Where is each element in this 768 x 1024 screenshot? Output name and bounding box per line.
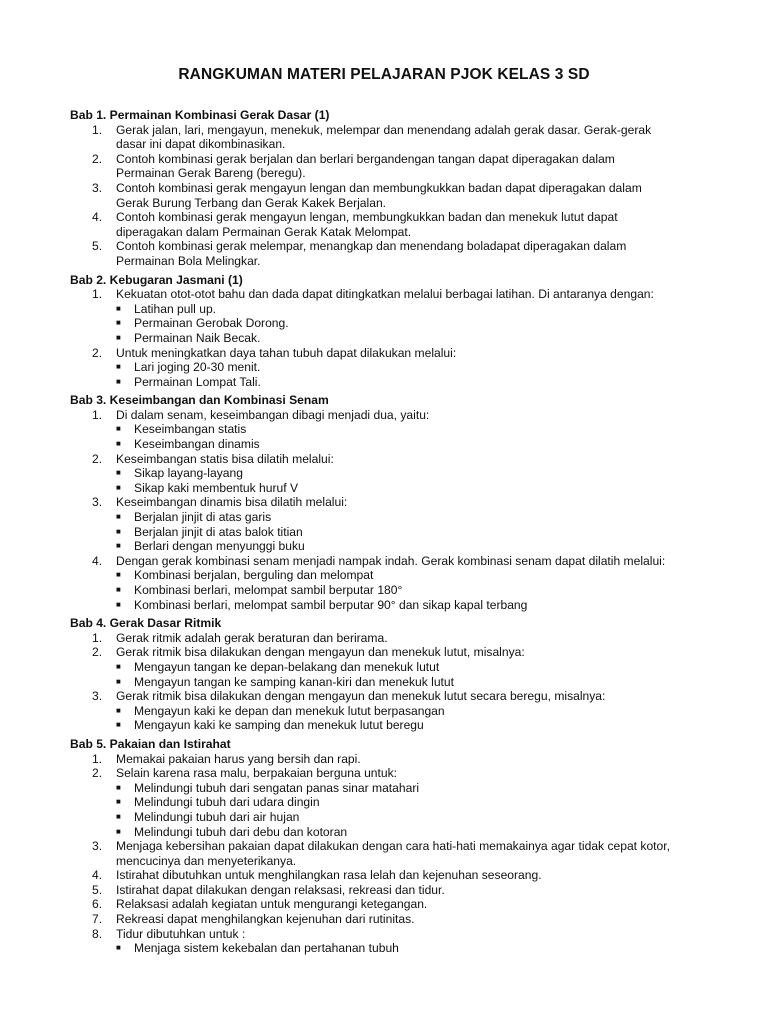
bullet-text: Permainan Naik Becak. (134, 330, 261, 345)
item-text-line: diperagakan dalam Permainan Gerak Katak Melompat. (116, 224, 412, 239)
item-number: 4. (92, 868, 103, 883)
bullet-text: Keseimbangan dinamis (134, 437, 260, 452)
numbered-item (70, 868, 710, 883)
square-bullet-icon: ■ (116, 512, 121, 522)
numbered-item (70, 752, 710, 767)
bullet-text: Mengayun kaki ke samping dan menekuk lutut beregu (134, 718, 424, 733)
item-number: 8. (92, 926, 103, 941)
chapter-heading: Bab 5. Pakaian dan Istirahat (70, 736, 231, 751)
square-bullet-icon: ■ (116, 376, 121, 386)
numbered-item (70, 287, 710, 302)
item-text-line: Dengan gerak kombinasi senam menjadi nampak indah. Gerak kombinasi senam dapat dilatih melalui: (116, 553, 666, 568)
item-number: 4. (92, 553, 103, 568)
numbered-item (70, 554, 710, 569)
bullet-item (70, 660, 710, 675)
chapter-section (70, 393, 710, 612)
square-bullet-icon: ■ (116, 439, 121, 449)
chapter-section (70, 273, 710, 390)
item-number: 1. (92, 122, 103, 137)
bullet-text: Kombinasi berlari, melompat sambil berputar 180° (134, 583, 403, 597)
bullet-text: Mengayun tangan ke depan-belakang dan menekuk lutut (134, 659, 440, 674)
bullet-item (70, 481, 710, 496)
square-bullet-icon: ■ (116, 661, 121, 671)
item-number: 5. (92, 882, 103, 897)
bullet-item (70, 598, 710, 613)
item-text-line: Gerak ritmik adalah gerak beraturan dan berirama. (116, 630, 388, 645)
numbered-item (70, 495, 710, 510)
square-bullet-icon: ■ (116, 720, 121, 730)
item-text-line: mencucinya dan menyeterikanya. (116, 853, 297, 868)
square-bullet-icon: ■ (116, 570, 121, 580)
item-text-line: Istirahat dapat dilakukan dengan relaksasi, rekreasi dan tidur. (116, 882, 445, 897)
chapter-section (70, 737, 710, 956)
chapter-heading: Bab 3. Keseimbangan dan Kombinasi Senam (70, 393, 329, 408)
item-text-line: Rekreasi dapat menghilangkan kejenuhan dari rutinitas. (116, 912, 415, 927)
bullet-text: Permainan Gerobak Dorong. (134, 316, 289, 331)
item-text-line: Relaksasi adalah kegiatan untuk mengurangi ketegangan. (116, 897, 428, 912)
bullet-item (70, 810, 710, 825)
bullet-item (70, 941, 710, 956)
square-bullet-icon: ■ (116, 424, 121, 434)
numbered-item (70, 645, 710, 660)
numbered-item (70, 897, 710, 912)
bullet-text: Melindungi tubuh dari debu dan kotoran (134, 824, 348, 839)
item-number: 6. (92, 897, 103, 912)
square-bullet-icon: ■ (116, 332, 121, 342)
item-text-line: Di dalam senam, keseimbangan dibagi menjadi dua, yaitu: (116, 407, 430, 422)
bullet-text: Kombinasi berjalan, berguling dan melompat (134, 568, 374, 583)
bullet-item (70, 525, 710, 540)
bullet-item (70, 437, 710, 452)
bullet-text: Mengayun tangan ke samping kanan-kiri dan menekuk lutut (134, 674, 455, 689)
item-text-line: Kekuatan otot-otot bahu dan dada dapat ditingkatkan melalui berbagai latihan. Di antaranya dengan: (116, 287, 654, 302)
numbered-item (70, 408, 710, 423)
item-text-line: Keseimbangan dinamis bisa dilatih melalui: (116, 495, 348, 510)
square-bullet-icon: ■ (116, 482, 121, 492)
item-number: 2. (92, 451, 103, 466)
chapter-heading: Bab 1. Permainan Kombinasi Gerak Dasar (1) (70, 108, 330, 122)
bullet-item (70, 825, 710, 840)
item-text-line: Tidur dibutuhkan untuk : (116, 926, 246, 941)
item-text-line: Gerak Burung Terbang dan Gerak Kakek Berjalan. (116, 195, 387, 210)
numbered-item (70, 631, 710, 646)
item-number: 3. (92, 495, 103, 510)
bullet-text: Berjalan jinjit di atas balok titian (134, 524, 303, 539)
bullet-text: Melindungi tubuh dari sengatan panas sinar matahari (134, 780, 420, 795)
numbered-item (70, 210, 710, 239)
item-text-line: Menjaga kebersihan pakaian dapat dilakukan dengan cara hati-hati memakainya agar tidak cepat kotor, (116, 839, 670, 854)
square-bullet-icon: ■ (116, 585, 121, 594)
numbered-item (70, 689, 710, 704)
bullet-item (70, 539, 710, 554)
bullet-text: Sikap kaki membentuk huruf V (134, 480, 299, 495)
bullet-item (70, 568, 710, 583)
item-number: 1. (92, 407, 103, 422)
bullet-item (70, 510, 710, 525)
square-bullet-icon: ■ (116, 943, 121, 953)
item-text-line: dasar ini dapat dikombinasikan. (116, 137, 286, 152)
item-text-line: Contoh kombinasi gerak mengayun lengan, membungkukkan badan dan menekuk lutut dapat (116, 210, 618, 225)
item-text-line: Istirahat dibutuhkan untuk menghilangkan rasa lelah dan kejenuhan seseorang. (116, 868, 542, 883)
bullet-item (70, 422, 710, 437)
item-number: 3. (92, 180, 103, 195)
item-text-line: Gerak jalan, lari, mengayun, menekuk, melempar dan menendang adalah gerak dasar. Gerak-gerak (116, 122, 652, 137)
bullet-item (70, 781, 710, 796)
item-text-line: Keseimbangan statis bisa dilatih melalui: (116, 451, 334, 466)
bullet-text: Kombinasi berlari, melompat sambil berputar 90° dan sikap kapal terbang (134, 597, 528, 612)
bullet-item (70, 795, 710, 810)
bullet-text: Permainan Lompat Tali. (134, 374, 261, 389)
item-number: 7. (92, 912, 103, 927)
square-bullet-icon: ■ (116, 318, 121, 328)
item-number: 2. (92, 151, 103, 166)
numbered-item (70, 346, 710, 361)
item-number: 1. (92, 751, 103, 766)
bullet-text: Mengayun kaki ke depan dan menekuk lutut berpasangan (134, 703, 445, 718)
square-bullet-icon: ■ (116, 541, 121, 551)
item-text-line: Memakai pakaian harus yang bersih dan rapi. (116, 751, 361, 766)
item-number: 2. (92, 766, 103, 781)
numbered-item (70, 181, 710, 210)
bullet-text: Melindungi tubuh dari udara dingin (134, 795, 320, 810)
square-bullet-icon: ■ (116, 599, 121, 609)
bullet-item (70, 583, 710, 598)
bullet-item (70, 704, 710, 719)
document-body (70, 108, 710, 956)
item-text-line: Untuk meningkatkan daya tahan tubuh dapat dilakukan melalui: (116, 345, 457, 360)
chapter-section (70, 616, 710, 733)
bullet-text: Sikap layang-layang (134, 466, 243, 481)
square-bullet-icon: ■ (116, 676, 121, 686)
numbered-item (70, 152, 710, 181)
item-text-line: Selain karena rasa malu, berpakaian berguna untuk: (116, 766, 398, 781)
item-text-line: Permainan Gerak Bareng (beregu). (116, 166, 306, 181)
bullet-text: Latihan pull up. (134, 301, 217, 316)
bullet-item (70, 316, 710, 331)
square-bullet-icon: ■ (116, 362, 121, 372)
square-bullet-icon: ■ (116, 468, 121, 478)
item-number: 3. (92, 689, 103, 704)
numbered-item (70, 839, 710, 868)
item-text-line: Contoh kombinasi gerak berjalan dan berlari bergandengan tangan dapat diperagakan dalam (116, 151, 615, 166)
square-bullet-icon: ■ (116, 811, 121, 821)
chapter-heading: Bab 2. Kebugaran Jasmani (1) (70, 272, 243, 287)
bullet-item (70, 331, 710, 346)
square-bullet-icon: ■ (116, 826, 121, 836)
square-bullet-icon: ■ (116, 526, 121, 536)
numbered-item (70, 766, 710, 781)
bullet-item (70, 675, 710, 690)
item-text-line: Gerak ritmik bisa dilakukan dengan mengayun dan menekuk lutut secara beregu, misalnya: (116, 689, 606, 704)
item-number: 4. (92, 210, 103, 225)
item-number: 1. (92, 287, 103, 302)
item-text-line: Contoh kombinasi gerak mengayun lengan dan membungkukkan badan dapat diperagakan dalam (116, 180, 642, 195)
bullet-item (70, 375, 710, 390)
square-bullet-icon: ■ (116, 705, 121, 715)
item-text-line: Gerak ritmik bisa dilakukan dengan mengayun dan menekuk lutut, misalnya: (116, 645, 525, 660)
chapter-heading: Bab 4. Gerak Dasar Ritmik (70, 616, 222, 631)
square-bullet-icon: ■ (116, 797, 121, 807)
item-number: 2. (92, 645, 103, 660)
bullet-text: Melindungi tubuh dari air hujan (134, 809, 300, 824)
bullet-item (70, 302, 710, 317)
item-text-line: Permainan Bola Melingkar. (116, 253, 261, 268)
item-number: 3. (92, 839, 103, 854)
item-number: 5. (92, 239, 103, 254)
bullet-text: Berjalan jinjit di atas garis (134, 510, 272, 525)
square-bullet-icon: ■ (116, 782, 121, 792)
bullet-text: Lari joging 20-30 menit. (134, 360, 261, 375)
item-number: 2. (92, 345, 103, 360)
numbered-item (70, 239, 710, 268)
bullet-item (70, 360, 710, 375)
document-title: RANGKUMAN MATERI PELAJARAN PJOK KELAS 3 SD (178, 66, 590, 83)
item-text-line: Contoh kombinasi gerak melempar, menangkap dan menendang boladapat diperagakan dalam (116, 239, 627, 254)
numbered-item (70, 927, 710, 942)
numbered-item (70, 452, 710, 467)
bullet-text: Menjaga sistem kekebalan dan pertahanan tubuh (134, 941, 399, 956)
numbered-item (70, 123, 710, 152)
bullet-text: Berlari dengan menyunggi buku (134, 539, 305, 554)
numbered-item (70, 883, 710, 898)
bullet-text: Keseimbangan statis (134, 422, 247, 437)
bullet-item (70, 466, 710, 481)
numbered-item (70, 912, 710, 927)
square-bullet-icon: ■ (116, 303, 121, 313)
item-number: 1. (92, 630, 103, 645)
bullet-item (70, 718, 710, 733)
chapter-section (70, 108, 710, 269)
